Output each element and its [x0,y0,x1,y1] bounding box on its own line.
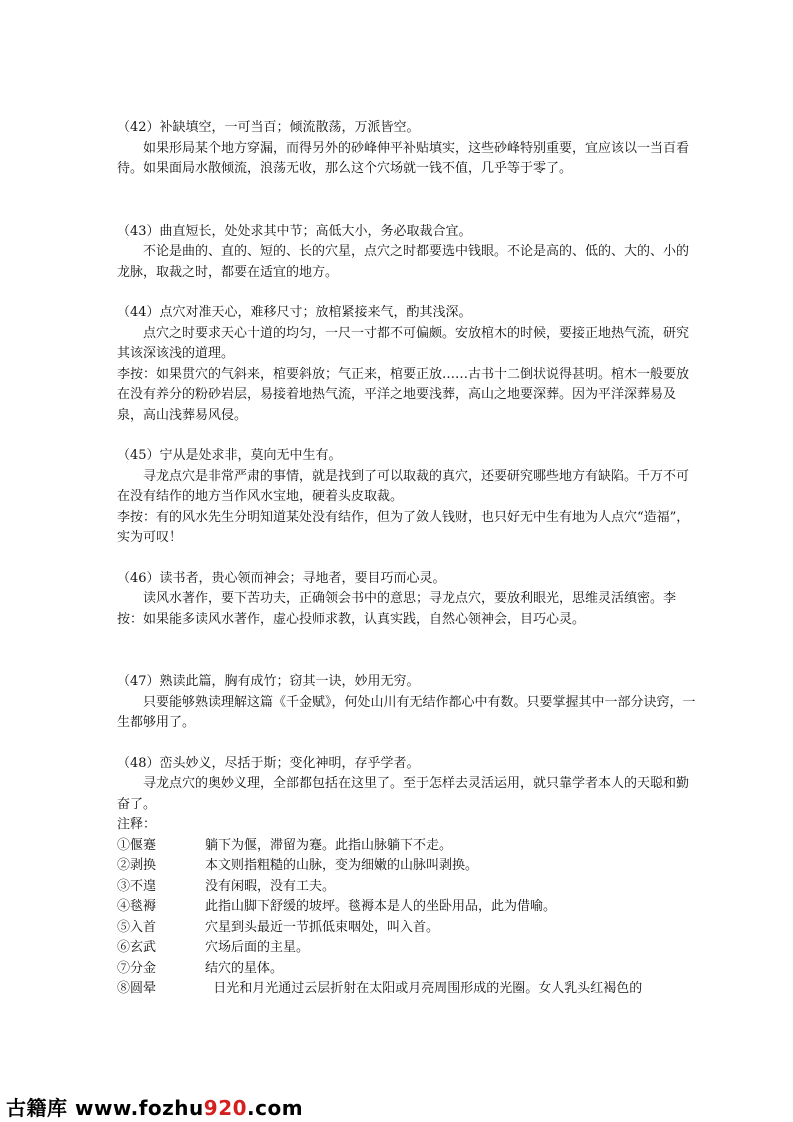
note-text: 躺下为偃，滞留为蹇。此指山脉躺下不走。 [205,837,453,853]
note-term: ⑦分金 [117,960,157,976]
note-item [117,856,697,877]
note-text: 本文则指粗糙的山脉，变为细嫩的山脉叫剥换。 [205,858,479,873]
document-body [117,118,697,1000]
section-paragraph: 点穴之时要求天心十道的均匀，一尺一寸都不可偏颇。安放棺木的时候，要接正地热气流，研究其该深该浅的道理。 [117,325,690,361]
note-text: 结穴的星体。 [205,960,284,976]
note-item [117,938,697,959]
note-term: ⑥玄武 [117,940,157,955]
section-paragraph: 不论是曲的、直的、短的、长的穴星，点穴之时都要选中钱眼。不论是高的、低的、大的、小的龙脉，取裁之时，都要在适宜的地方。 [117,244,690,280]
section [117,672,697,734]
section-paragraph: 寻龙点穴是非常严肃的事情，就是找到了可以取裁的真穴，还要研究哪些地方有缺陷。千万不可在没有结作的地方当作风水宝地，硬着头皮取裁。 [117,468,690,504]
notes-title: 注释： [117,817,157,832]
note-item [117,877,697,898]
section [117,446,697,549]
site-domain-prefix: www.fozhu [67,1096,204,1120]
note-text: 穴场后面的主星。 [205,940,310,955]
note-item [117,959,697,980]
section-heading: （44）点穴对准天心，难移尺寸；放棺紧接来气，酌其浅深。 [117,305,472,320]
section-heading: （46）读书者，贵心领而神会；寻地者，要目巧而心灵。 [117,570,446,586]
section [117,118,697,180]
section-paragraph: 只要能够熟读理解这篇《千金赋》，何处山川有无结作都心中有数。只要掌握其中一部分诀窍，一生都够用了。 [117,694,696,730]
note-text: 没有闲暇，没有工夫。 [205,878,336,894]
note-text: 穴星到头最近一节抓低束咽处，叫入首。 [205,919,440,935]
site-footer [6,1092,303,1121]
note-term: ⑧圆晕 [117,981,157,996]
section-heading: （47）熟读此篇，胸有成竹；窃其一诀，妙用无穷。 [117,674,420,689]
section [117,303,697,426]
section-paragraph: 李按：如果贯穴的气斜来，棺要斜放；气正来，棺要正放……古书十二倒状说得甚明。棺木一般要放在没有养分的粉砂岩层，易接着地热气流，平洋之地要浅葬，高山之地要深葬。因为平洋深葬易及泉，高山浅葬易风侵。 [117,366,690,423]
section-paragraph: 寻龙点穴的奥妙义理，全部都包括在这里了。至于怎样去灵活运用，就只靠学者本人的天聪和勤奋了。 [117,776,690,812]
section-heading: （45）宁从是处求非，莫向无中生有。 [117,448,342,463]
note-item [117,897,697,918]
note-term: ②剥换 [117,858,157,873]
site-name: 古籍库 [6,1096,68,1120]
section-heading: （42）补缺填空，一可当百；倾流散荡，万派皆空。 [117,120,420,135]
note-text: 此指山脚下舒缓的坡坪。毯褥本是人的坐卧用品，此为借喻。 [205,899,557,914]
site-domain-suffix: .com [247,1096,304,1120]
section-paragraph: 读风水著作，要下苦功夫，正确领会书中的意思；寻龙点穴，要放利眼光，思维灵活缜密。李按：如果能多读风水著作，虚心投师求教，认真实践，自然心领神会，目巧心灵。 [117,591,677,627]
section-paragraph: 如果形局某个地方穿漏，而得另外的砂峰伸平补贴填实，这些砂峰特别重要，宜应该以一当百看待。如果面局水散倾流，浪荡无收，那么这个穴场就一钱不值，几乎等于零了。 [117,140,690,176]
site-domain-number: 920 [203,1096,248,1120]
section-paragraph: 李按：有的风水先生分明知道某处没有结作，但为了敛人钱财，也只好无中生有地为人点穴“造福”，实为可叹！ [117,509,690,545]
section-heading: （48）峦头妙义，尽括于斯；变化神明，存乎学者。 [117,755,420,771]
section [117,569,697,631]
note-term: ④毯褥 [117,899,157,914]
note-term: ⑤入首 [117,919,157,935]
note-term: ③不遑 [117,878,157,894]
note-item [117,918,697,939]
note-item [117,979,697,1000]
section [117,222,697,284]
section-heading: （43）曲直短长，处处求其中节；高低大小，务必取裁合宜。 [117,223,472,239]
note-text: 日光和月光通过云层折射在太阳或月亮周围形成的光圈。女人乳头红褐色的 [205,981,643,996]
section [117,754,697,816]
note-item [117,836,697,857]
note-term: ①偃蹇 [117,837,157,853]
